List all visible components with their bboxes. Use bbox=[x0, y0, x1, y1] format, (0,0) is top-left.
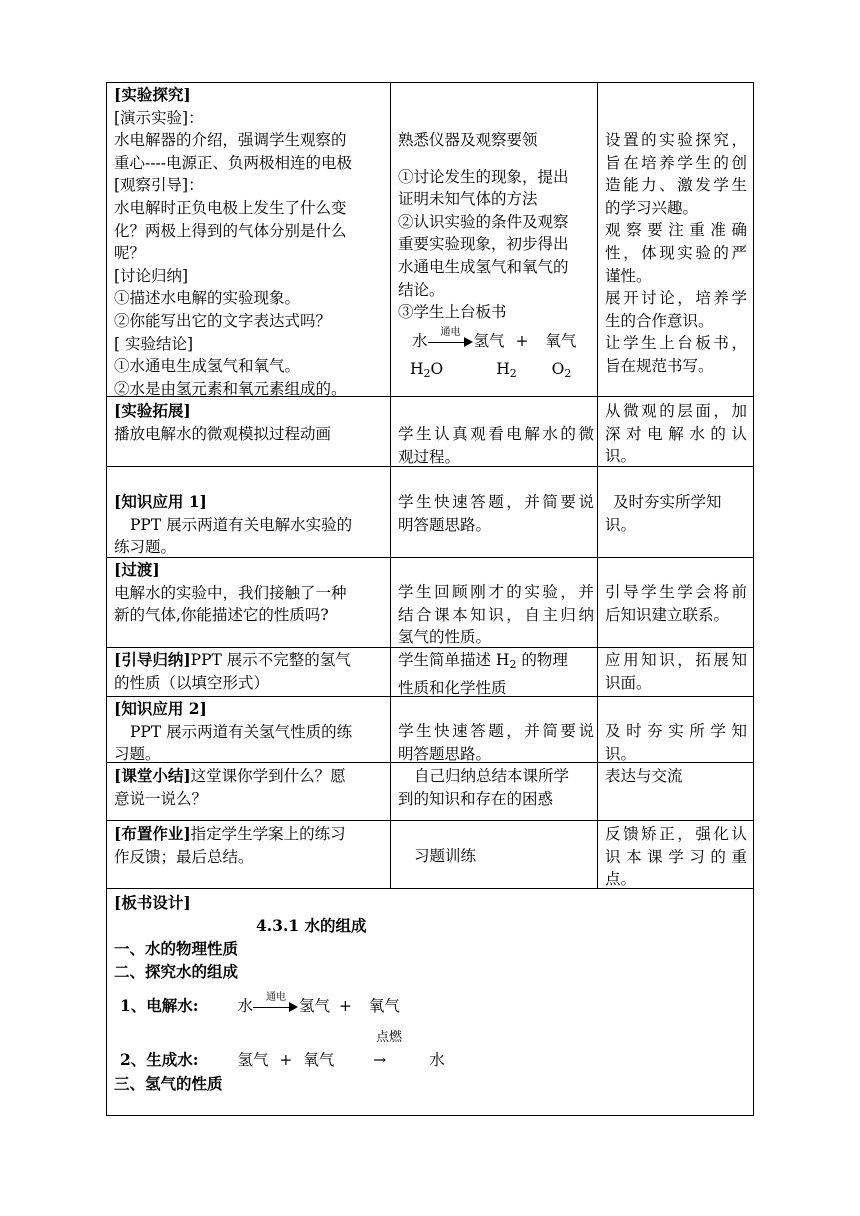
application1-teacher-cell: [知识应用 1] PPT 展示两道有关电解水实验的 练习题。 bbox=[114, 492, 353, 557]
board-item-electrolysis: 1、电解水: 水 通电 氢气 + 氧气 bbox=[120, 992, 400, 1015]
board-heading: [板书设计] bbox=[114, 893, 191, 912]
table-border-bottom bbox=[106, 1115, 754, 1116]
extension-student-cell: 学生认真观看电解水的微 观过程。 bbox=[398, 425, 594, 466]
board-line: 三、氢气的性质 bbox=[114, 1074, 223, 1093]
experiment-student-cell bbox=[398, 129, 594, 386]
teacher-line: ①描述水电解的实验现象。 bbox=[114, 289, 301, 308]
experiment-teacher-cell bbox=[114, 84, 386, 400]
teacher-line: ①水通电生成氢气和氧气。 bbox=[114, 357, 301, 376]
experiment-intent-cell: 设置的实验探究， 旨在培养学生的创 造能力、激发学生 的学习兴趣。 观察要注重准确 性，体现实验的严 谨性。 展开讨论，培养学 生的合作意识。 让学生上台板书， 旨在规范书写。 bbox=[605, 131, 747, 375]
teacher-line: 呢？ bbox=[114, 244, 146, 263]
student-line: ②认识实验的条件及观察 bbox=[398, 212, 569, 231]
extension-intent-cell: 从微观的层面，加 深对电解水的认 识。 bbox=[605, 402, 747, 466]
formula-h2: $H_2$ bbox=[496, 360, 517, 381]
homework-student-cell: 习题训练 bbox=[414, 847, 477, 865]
lesson-table bbox=[106, 82, 754, 1116]
transition-teacher-cell: [过渡] 电解水的实验中，我们接触了一种 新的气体,你能描述它的性质吗? bbox=[114, 560, 347, 625]
application1-intent-cell: 及时夯实所学知 识。 bbox=[605, 493, 722, 534]
arrow-icon: 通电 bbox=[428, 330, 474, 352]
transition-student-cell: 学生回顾刚才的实验，并 结合课本知识，自主归纳 氢气的性质。 bbox=[398, 583, 594, 647]
student-line: 水通电生成氢气和氧气的 bbox=[398, 257, 569, 276]
guidance-intent-cell: 应用知识，拓展知 识面。 bbox=[605, 651, 747, 692]
application1-student-cell: 学生快速答题，并简要说 明答题思路。 bbox=[398, 493, 594, 534]
application2-teacher-cell: [知识应用 2] PPT 展示两道有关氢气性质的练 习题。 bbox=[114, 699, 353, 764]
teacher-line: [演示实验]： bbox=[114, 108, 204, 127]
summary-intent-cell: 表达与交流 bbox=[605, 767, 683, 785]
homework-teacher-cell: [布置作业]指定学生学案上的练习 作反馈；最后总结。 bbox=[114, 824, 346, 866]
transition-intent-cell: 引导学生学会将前 后知识建立联系。 bbox=[605, 583, 747, 624]
teacher-line: 水电解时正负电极上发生了什么变 bbox=[114, 198, 347, 217]
teacher-line: 重心----电源正、负两极相连的电极 bbox=[114, 153, 352, 172]
board-item-formation: 2、生成水: 氢气 + 氧气 → 水 bbox=[120, 1050, 445, 1069]
formula-line bbox=[398, 358, 594, 386]
student-line: 熟悉仪器及观察要领 bbox=[398, 131, 538, 149]
summary-teacher-cell: [课堂小结]这堂课你学到什么？愿 意说一说么？ bbox=[114, 766, 346, 808]
teacher-line: 化？两极上得到的气体分别是什么 bbox=[114, 221, 347, 240]
formula-h2o: $H_2O$ bbox=[410, 360, 444, 381]
section-heading: [实验探究] bbox=[114, 85, 191, 104]
row-divider bbox=[106, 820, 754, 821]
column-divider-2 bbox=[597, 82, 598, 888]
teacher-line: [ 实验结论] bbox=[114, 334, 194, 353]
table-border-right bbox=[753, 82, 754, 1116]
student-line: 证明未知气体的方法 bbox=[398, 190, 538, 209]
teacher-line: ②水是由氢元素和氧元素组成的。 bbox=[114, 379, 347, 398]
teacher-line: 水电解器的介绍，强调学生观察的 bbox=[114, 131, 347, 150]
teacher-line: [观察引导]： bbox=[114, 176, 204, 195]
teacher-line: ②你能写出它的文字表达式吗？ bbox=[114, 311, 332, 330]
student-line: 重要实验现象，初步得出 bbox=[398, 235, 569, 254]
arrow-icon: → bbox=[373, 1051, 387, 1069]
column-divider-1 bbox=[390, 82, 391, 888]
student-line: ①讨论发生的现象，提出 bbox=[398, 167, 569, 186]
word-equation: 水 通电 氢气 + 氧气 bbox=[412, 326, 577, 350]
student-line: ③学生上台板书 bbox=[398, 303, 507, 322]
guidance-student-cell: 学生简单描述 $H_2$ 的物理 性质和化学性质 bbox=[398, 651, 568, 697]
row-divider bbox=[106, 82, 754, 83]
student-line: 结论。 bbox=[398, 280, 445, 299]
homework-intent-cell: 反馈矫正，强化认 识本课学习的重 点。 bbox=[605, 825, 747, 889]
ignite-condition: 点燃 bbox=[376, 1030, 403, 1045]
application2-student-cell: 学生快速答题，并简要说 明答题思路。 bbox=[398, 722, 594, 763]
board-line: 二、探究水的组成 bbox=[114, 962, 239, 981]
application2-intent-cell: 及时夯实所学知 识。 bbox=[605, 722, 747, 763]
teacher-line: [讨论归纳] bbox=[114, 266, 189, 285]
formula-o2: $O_2$ bbox=[551, 360, 572, 381]
extension-teacher-cell: [实验拓展] 播放电解水的微观模拟过程动画 bbox=[114, 401, 332, 443]
summary-student-cell: 自己归纳总结本课所学 到的知识和存在的困惑 bbox=[398, 767, 570, 808]
guidance-teacher-cell: [引导归纳]PPT 展示不完整的氢气 的性质（以填空形式） bbox=[114, 650, 351, 692]
board-line: 一、水的物理性质 bbox=[114, 939, 239, 958]
table-border-left bbox=[106, 82, 107, 1116]
arrow-icon: 通电 bbox=[253, 995, 299, 1017]
board-title: 4.3.1 水的组成 bbox=[256, 916, 367, 935]
